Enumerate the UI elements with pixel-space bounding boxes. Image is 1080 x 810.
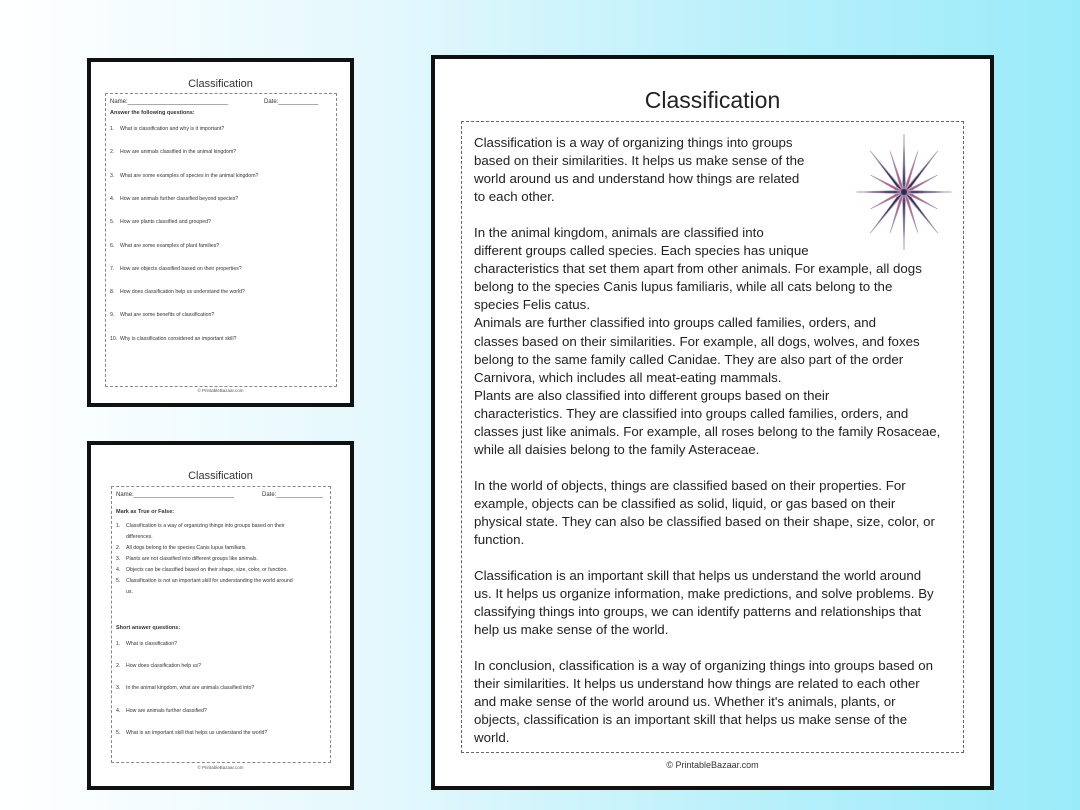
item-number: 1. <box>116 523 121 529</box>
item-text: Classification is not an important skill for understanding the world around <box>126 578 293 584</box>
item-text-continued: us. <box>126 589 133 595</box>
true-false-item <box>116 578 293 595</box>
item-number: 3. <box>116 685 121 692</box>
item-text: How does classification help us? <box>126 663 201 670</box>
passage-paragraph-intro: Classification is a way of organizing things into groups based on their similarities. It helps us make sense of the world around us and understand how things are related to each other. <box>474 135 805 205</box>
short-answer-item <box>116 641 177 647</box>
item-number: 3. <box>116 556 121 562</box>
item-number: 4. <box>116 707 121 714</box>
short-answer-item <box>116 663 201 669</box>
item-number: 5. <box>116 729 121 736</box>
star-spike-highlight <box>870 151 904 192</box>
passage-paragraph-conclusion: In conclusion, classification is a way of organizing things into groups based on their similarities. It helps us understand how things are related to each other and make sense of the world around us. Whether it's animals, plants, or objects, classification is an important skill that helps us make sense of the world. <box>474 658 934 746</box>
item-number: 3. <box>110 172 115 179</box>
question-item <box>110 312 214 318</box>
item-text: What is an important skill that helps us understand the world? <box>126 729 268 736</box>
question-item <box>110 243 219 249</box>
item-text: How are objects classified based on their properties? <box>120 265 242 272</box>
instruction-heading: Answer the following questions: <box>110 110 195 116</box>
item-text: What are some examples of plant families? <box>120 242 220 249</box>
reading-passage-preview[interactable] <box>431 55 994 790</box>
question-item <box>110 219 211 225</box>
name-field-label: Name:______________________________ <box>116 492 234 498</box>
item-text: How are animals further classified beyond species? <box>120 195 239 202</box>
short-answer-item <box>116 730 267 736</box>
item-number: 5. <box>110 219 115 226</box>
true-false-heading: Mark as True or False: <box>116 509 175 515</box>
item-text: How are animals further classified? <box>126 707 207 714</box>
passage-paragraph-objects: In the world of objects, things are classified based on their properties. For example, objects can be classified as solid, liquid, or gas based on their physical state. They can also be classified based on their shape, size, color, or function. <box>474 478 935 548</box>
passage-title: Classification <box>644 87 781 113</box>
worksheet-footer: © PrintableBazaar.com <box>197 388 244 393</box>
item-number: 8. <box>110 289 115 296</box>
worksheet-title: Classification <box>188 470 253 482</box>
item-number: 2. <box>116 663 121 670</box>
date-field-label: Date:______________ <box>262 492 324 498</box>
date-field-label: Date:____________ <box>264 99 319 105</box>
passage-footer: © PrintableBazaar.com <box>666 760 759 770</box>
item-text: Plants are not classified into different groups like animals. <box>126 556 258 562</box>
item-number: 4. <box>110 195 115 202</box>
true-false-item <box>116 556 258 562</box>
item-text: Classification is a way of organizing things into groups based on their <box>126 523 285 529</box>
item-number: 5. <box>116 578 121 584</box>
question-item <box>110 336 236 342</box>
true-false-item <box>116 523 285 540</box>
item-text-continued: differences. <box>126 534 153 540</box>
item-text: All dogs belong to the species Canis lupus familiaris. <box>126 545 247 551</box>
worksheet-content-box <box>111 486 331 763</box>
passage-paragraph-importance: Classification is an important skill that helps us understand the world around us. It helps us organize information, make predictions, and solve problems. By classifying things into groups, we can identify patterns and relationships that help us make sense of the world. <box>474 568 934 638</box>
question-item <box>110 289 245 295</box>
item-text: Objects can be classified based on their shape, size, color, or function. <box>126 567 288 573</box>
passage-content-box <box>461 121 964 753</box>
question-item <box>110 196 238 202</box>
item-number: 1. <box>116 641 121 647</box>
item-number: 1. <box>110 126 115 132</box>
item-text: What is classification and why is it important? <box>120 126 225 132</box>
item-number: 9. <box>110 312 115 319</box>
question-item <box>110 149 236 155</box>
item-text: In the animal kingdom, what are animals classified into? <box>126 685 255 692</box>
item-number: 7. <box>110 265 115 272</box>
short-answer-heading: Short answer questions: <box>116 625 181 631</box>
item-number: 2. <box>116 545 121 551</box>
name-field-label: Name:______________________________ <box>110 99 228 105</box>
passage-paragraph-living-things: In the animal kingdom, animals are classified into different groups called species. Each species has unique characteristics that set them apart from other animals. For example, all dogs belong to the species Canis lupus familiaris, while all cats belong to the species Felis catus. Animals are further classified into groups called families, orders, and classes based on their similarities. For example, all dogs, wolves, and foxes belong to the same family called Canidae. They are also part of the order Carnivora, which includes all meat-eating mammals. Plants are also classified into different groups based on their characteristics. They are classified into groups called families, orders, and classes just like animals. For example, all roses belong to the family Rosaceae, while all daisies belong to the family Asteraceae. <box>474 225 941 458</box>
worksheet-title: Classification <box>188 78 253 90</box>
item-text: What are some examples of species in the animal kingdom? <box>120 172 259 179</box>
item-number: 4. <box>116 567 121 573</box>
item-number: 10. <box>110 335 118 342</box>
item-text: How are animals classified in the animal kingdom? <box>120 149 237 156</box>
worksheet-content-box <box>105 93 337 387</box>
star-center <box>901 189 907 195</box>
worksheet-true-false-preview[interactable] <box>87 441 354 790</box>
question-item <box>110 126 224 132</box>
item-number: 2. <box>110 149 115 156</box>
worksheet-questions-preview[interactable] <box>87 58 354 407</box>
short-answer-item <box>116 685 254 691</box>
item-text: How does classification help us understand the world? <box>120 289 245 296</box>
item-text: How are plants classified and grouped? <box>120 219 211 226</box>
item-text: Why is classification considered an important skill? <box>120 335 237 342</box>
short-answer-item <box>116 708 207 714</box>
question-item <box>110 266 242 272</box>
item-text: What are some benefits of classification? <box>120 312 215 319</box>
item-text: What is classification? <box>126 641 178 647</box>
worksheet-footer: © PrintableBazaar.com <box>197 765 244 770</box>
star-spike-highlight <box>904 151 938 192</box>
true-false-item <box>116 567 288 573</box>
true-false-item <box>116 545 247 551</box>
question-item <box>110 173 258 179</box>
item-number: 6. <box>110 242 115 249</box>
